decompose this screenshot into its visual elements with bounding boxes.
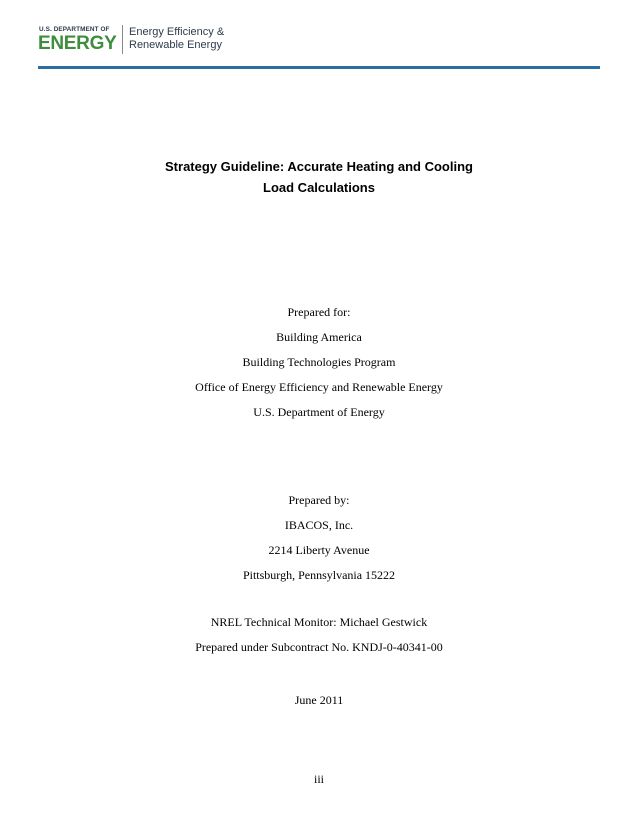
title-line-2: Load Calculations <box>263 180 375 195</box>
prepared-for-line: U.S. Department of Energy <box>253 405 385 419</box>
doe-department-text: U.S. DEPARTMENT OF <box>39 26 110 33</box>
eere-line-2: Renewable Energy <box>129 39 222 51</box>
prepared-by-line: IBACOS, Inc. <box>284 518 354 532</box>
prepared-for-block <box>0 300 638 425</box>
doe-logo <box>38 24 116 56</box>
prepared-for-line: Building America <box>276 330 362 344</box>
publication-date: June 2011 <box>294 693 344 707</box>
monitor-block <box>0 610 638 660</box>
subcontract-number: Prepared under Subcontract No. KNDJ-0-40341-00 <box>195 640 443 654</box>
publication-date-block <box>0 688 638 713</box>
prepared-for-line: Office of Energy Efficiency and Renewable Energy <box>195 380 443 394</box>
eere-wordmark <box>129 24 224 52</box>
doe-eere-logo <box>38 24 224 56</box>
header-rule <box>38 66 600 69</box>
prepared-by-block <box>0 488 638 588</box>
document-title <box>0 156 638 198</box>
prepared-by-heading: Prepared by: <box>288 493 350 507</box>
page-number: iii <box>313 772 324 786</box>
prepared-for-line: Building Technologies Program <box>242 355 396 369</box>
prepared-by-line: 2214 Liberty Avenue <box>268 543 370 557</box>
title-line-1: Strategy Guideline: Accurate Heating and Cooling <box>165 159 473 174</box>
prepared-for-heading: Prepared for: <box>287 305 351 319</box>
prepared-by-line: Pittsburgh, Pennsylvania 15222 <box>242 568 396 582</box>
technical-monitor: NREL Technical Monitor: Michael Gestwick <box>210 615 428 629</box>
doe-energy-wordmark: ENERGY <box>38 33 117 54</box>
logo-divider <box>122 25 123 54</box>
eere-line-1: Energy Efficiency & <box>129 26 225 38</box>
